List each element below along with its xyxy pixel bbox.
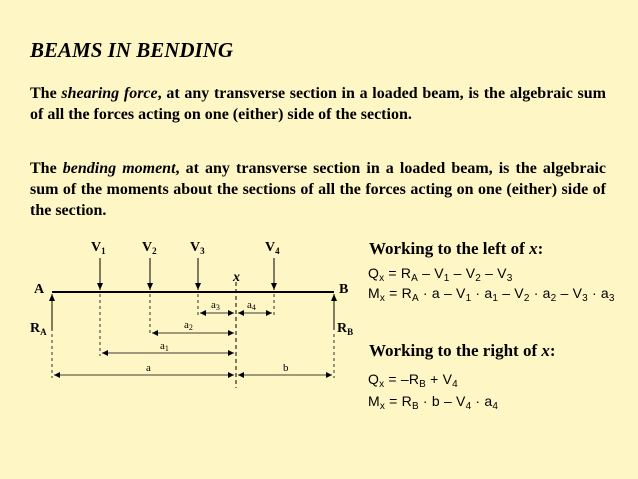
eq-part: – V [418, 265, 444, 281]
heading-right-of-x [369, 341, 556, 361]
equation-qx-right [368, 371, 458, 390]
eq-sub: 1 [465, 293, 472, 304]
eq-sub: 1 [492, 293, 499, 304]
eq-part: – V [449, 265, 476, 281]
equation-mx-right [368, 393, 498, 412]
eq-sub: 4 [452, 379, 458, 390]
eq-sub: 1 [443, 273, 450, 284]
reaction-label-rb: $R_B$ [337, 321, 354, 337]
dim-label-a2: a2 [184, 319, 193, 332]
eq-part: · b – V [418, 393, 466, 409]
equation-mx-left [368, 285, 615, 304]
eq-part: = R [385, 285, 412, 301]
eq-part: · a [471, 285, 493, 301]
load-label-v4: $V_4$ [265, 240, 280, 256]
dim-label-a4: a4 [247, 299, 256, 312]
eq-sub: 3 [608, 293, 615, 304]
section-label-x: x [233, 270, 240, 285]
eq-sub: A [411, 293, 419, 304]
eq-part: = R [385, 393, 412, 409]
eq-part: – V [556, 285, 583, 301]
eq-sub: 3 [506, 273, 513, 284]
end-label-b: B [339, 282, 349, 297]
load-label-v3: $V_3$ [190, 240, 205, 256]
eq-part: · a [471, 393, 493, 409]
dim-label-b: b [283, 362, 289, 374]
heading-right-colon: : [549, 341, 556, 360]
p2-term: bending moment [62, 160, 176, 177]
load-label-v1: $V_1$ [91, 240, 106, 256]
p2-pre: The [30, 160, 63, 177]
eq-sub: 2 [475, 273, 482, 284]
p1-pre: The [30, 85, 62, 102]
heading-left-of-x [369, 239, 543, 259]
eq-sub: A [411, 273, 419, 284]
heading-left-colon: : [537, 239, 544, 258]
eq-lhs-sub: x [379, 273, 385, 284]
load-label-v2: $V_2$ [142, 240, 157, 256]
eq-sub: 3 [582, 293, 588, 304]
eq-sub: 4 [465, 401, 472, 412]
eq-lhs-sub: x [379, 293, 386, 304]
eq-part: – V [498, 285, 524, 301]
eq-part: = –R [384, 371, 420, 387]
end-label-a: A [34, 282, 45, 297]
eq-sub: B [419, 379, 427, 390]
heading-right-var: x [541, 341, 550, 360]
eq-lhs: M [368, 285, 380, 301]
eq-lhs-sub: x [379, 379, 385, 390]
eq-sub: 2 [550, 293, 557, 304]
heading-left-var: x [529, 239, 538, 258]
eq-lhs: M [368, 393, 380, 409]
eq-sub: 2 [523, 293, 530, 304]
eq-part: + V [426, 371, 453, 387]
eq-lhs: Q [368, 265, 380, 281]
p1-term: shearing force [61, 85, 158, 102]
eq-part: – V [481, 265, 507, 281]
dim-label-a3: a3 [211, 299, 220, 312]
eq-part: = R [384, 265, 412, 281]
slide-title: BEAMS IN BENDING [30, 38, 234, 62]
eq-part: · a – V [418, 285, 466, 301]
p2-post: , at any transverse section in a loaded beam, is the algebraic sum of the moments about the sections of all the forces acting on one (either) side of the section. [30, 160, 606, 219]
reaction-label-ra: $R_A$ [30, 321, 47, 337]
eq-part: · a [587, 285, 609, 301]
heading-left-text: Working to the left of [369, 239, 530, 258]
eq-part: · a [529, 285, 551, 301]
p1-post: , at any transverse section in a loaded beam, is the algebraic sum of all the forces acting on one (either) side of the section. [30, 85, 607, 123]
eq-lhs-sub: x [379, 401, 386, 412]
equation-qx-left [368, 265, 513, 284]
eq-sub: 4 [492, 401, 499, 412]
dim-label-a1: a1 [160, 340, 169, 353]
eq-lhs: Q [368, 371, 380, 387]
dim-label-a: a [146, 362, 151, 374]
heading-right-text: Working to the right of [369, 341, 542, 360]
eq-sub: B [411, 401, 419, 412]
